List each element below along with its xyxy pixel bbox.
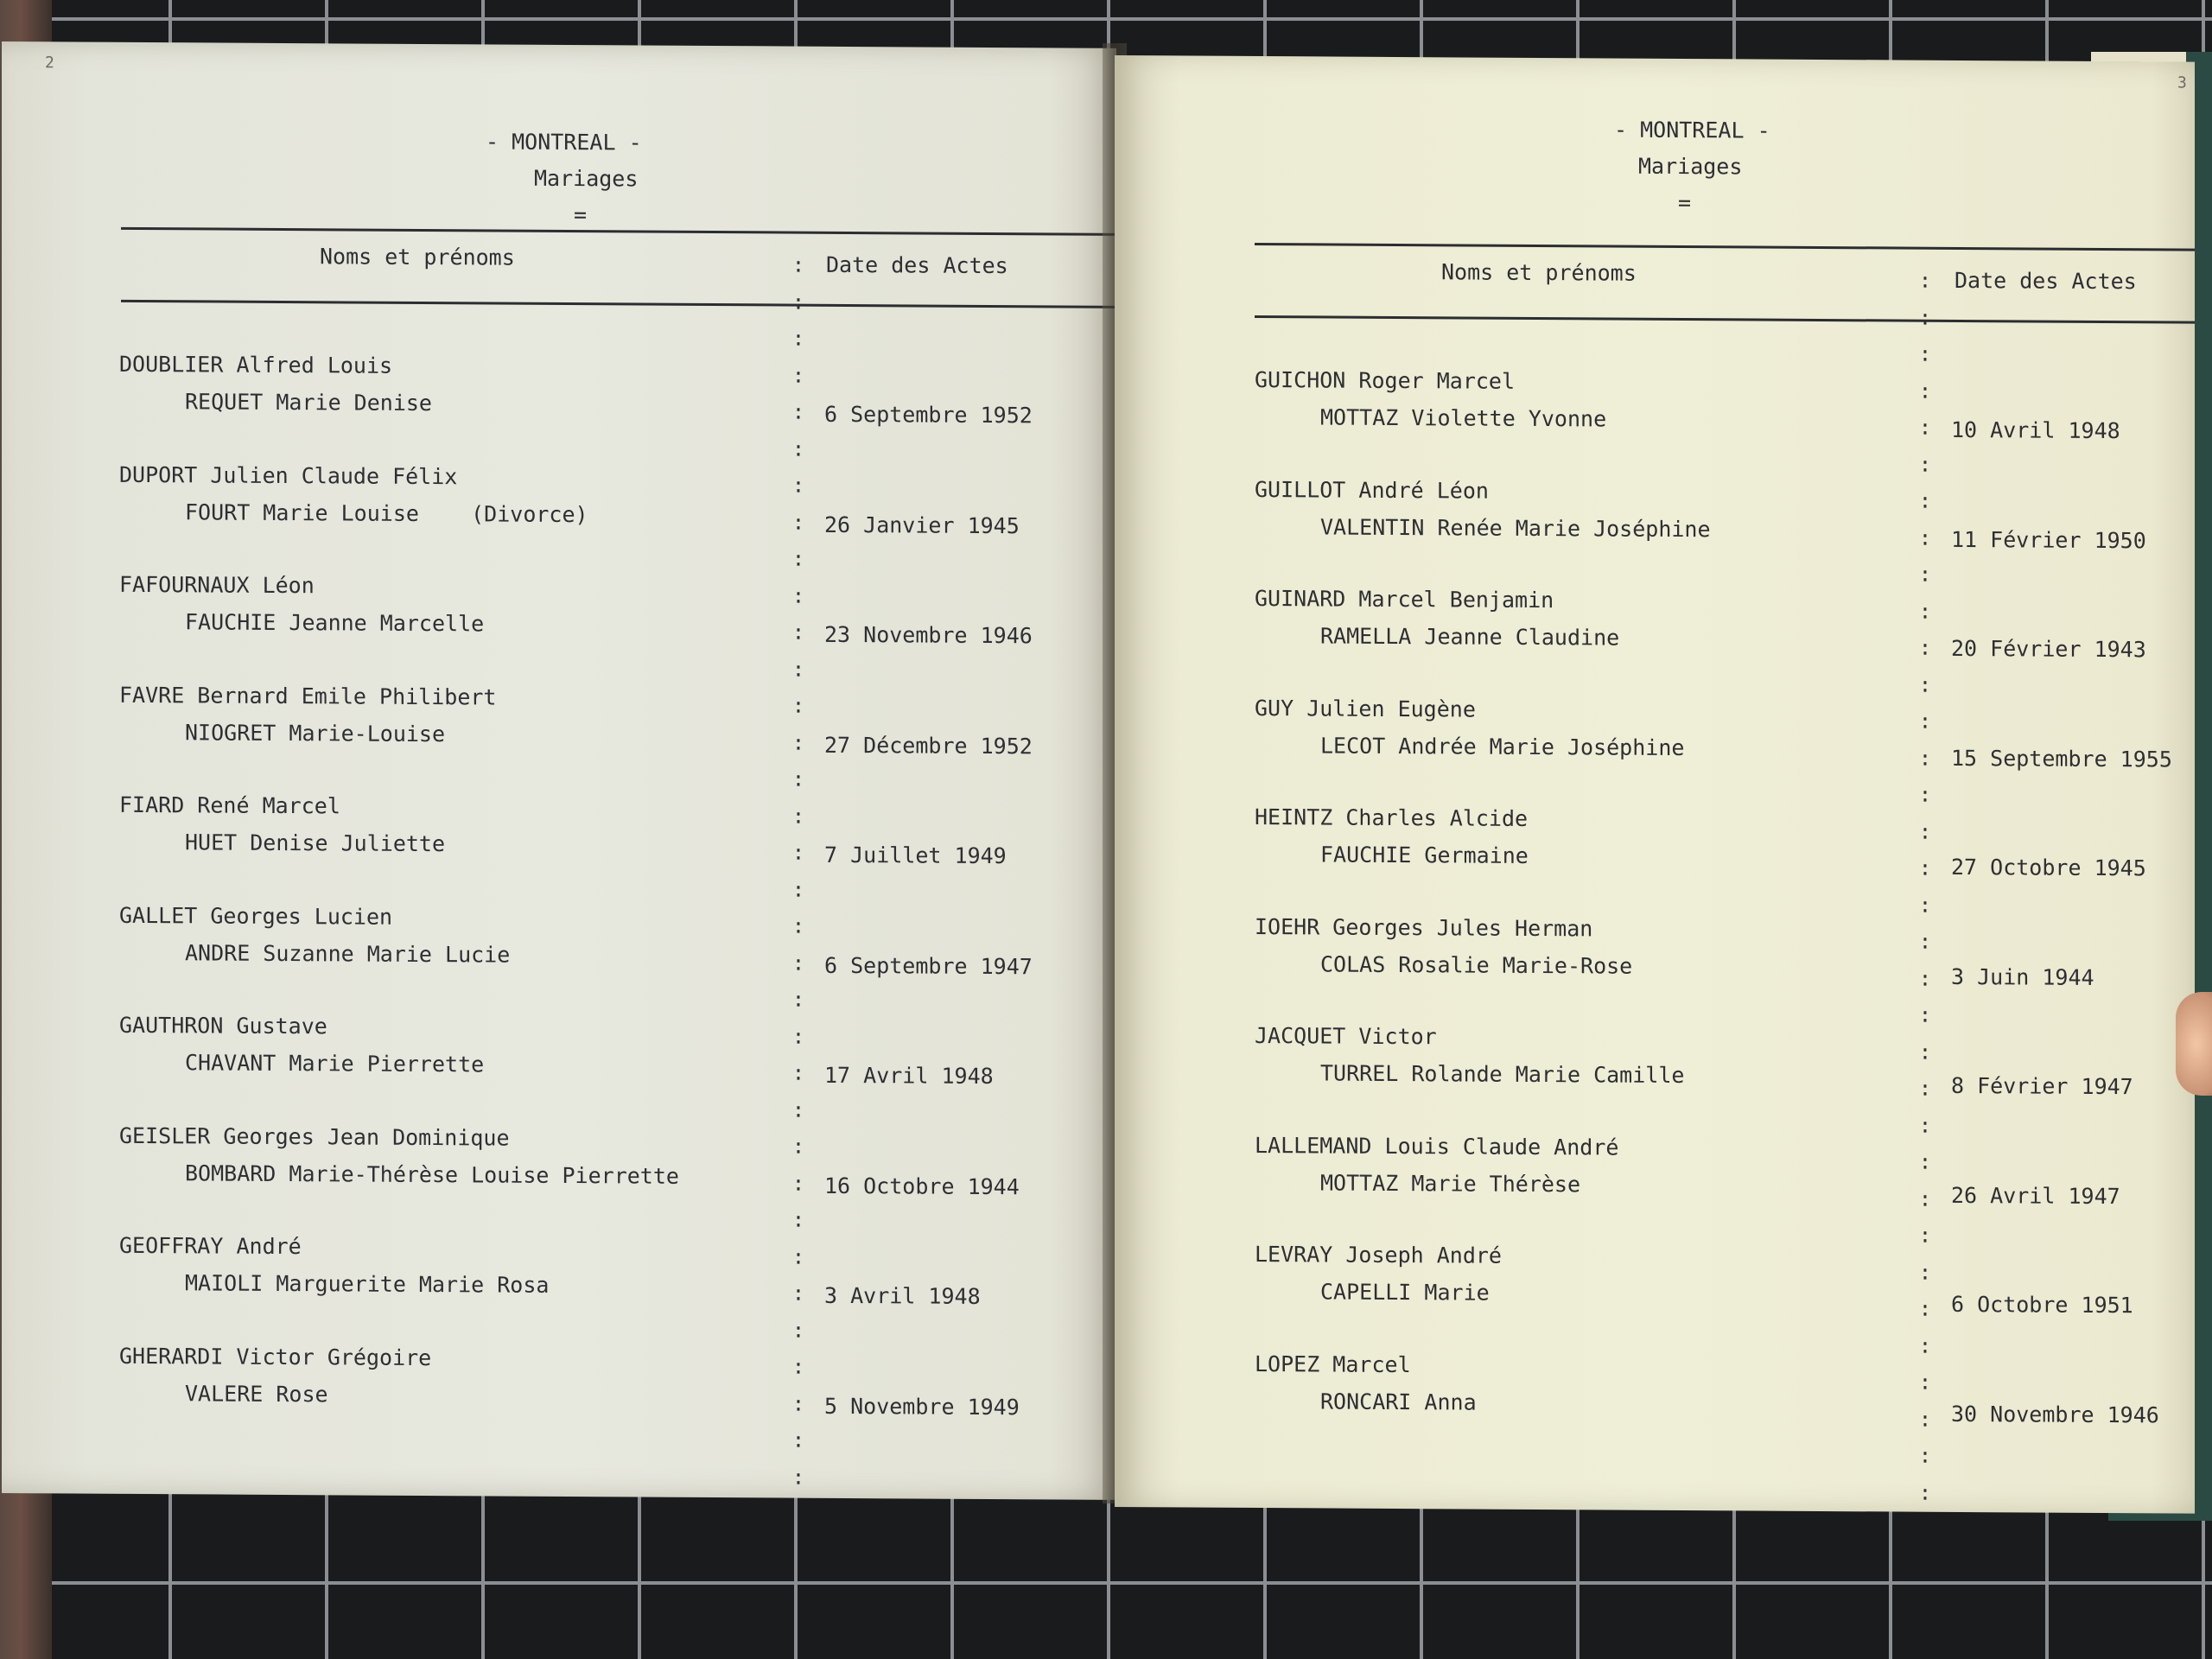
groom-name: GEISLER Georges Jean Dominique	[119, 1122, 510, 1151]
act-date: 20 Février 1943	[1951, 635, 2146, 663]
groom-name: HEINTZ Charles Alcide	[1255, 804, 1529, 831]
act-date: 6 Octobre 1951	[1951, 1291, 2133, 1319]
left-page	[2, 41, 1116, 1500]
act-date: 15 Septembre 1955	[1951, 745, 2172, 772]
groom-name: GAUTHRON Gustave	[119, 1012, 327, 1039]
groom-name: FAVRE Bernard Emile Philibert	[119, 682, 497, 709]
act-date: 27 Octobre 1945	[1951, 854, 2146, 881]
groom-name: DOUBLIER Alfred Louis	[119, 351, 393, 378]
groom-name: GUILLOT André Léon	[1255, 476, 1489, 504]
groom-name: LEVRAY Joseph André	[1255, 1241, 1502, 1268]
act-date: 10 Avril 1948	[1951, 416, 2120, 444]
bride-name: ANDRE Suzanne Marie Lucie	[185, 939, 511, 968]
act-date: 11 Février 1950	[1951, 526, 2146, 553]
groom-name: IOEHR Georges Jules Herman	[1255, 913, 1593, 941]
act-date: 26 Avril 1947	[1951, 1182, 2120, 1209]
column-header-names: Noms et prénoms	[1441, 259, 1637, 286]
bride-name: LECOT Andrée Marie Joséphine	[1320, 732, 1685, 760]
heading-separator: =	[1678, 189, 1692, 216]
column-header-dates: Date des Actes	[826, 251, 1008, 279]
bride-name: TURREL Rolande Marie Camille	[1320, 1060, 1685, 1089]
act-date: 16 Octobre 1944	[824, 1173, 1020, 1199]
bride-name: CHAVANT Marie Pierrette	[185, 1050, 485, 1077]
groom-name: GUY Julien Eugène	[1255, 695, 1476, 722]
groom-name: JACQUET Victor	[1255, 1022, 1437, 1050]
bride-name: FAUCHIE Jeanne Marcelle	[185, 609, 485, 637]
bride-name: NIOGRET Marie-Louise	[185, 719, 446, 747]
thumb	[2176, 992, 2212, 1096]
act-date: 27 Décembre 1952	[824, 732, 1033, 759]
act-date: 17 Avril 1948	[824, 1062, 994, 1090]
section-heading: Mariages	[1638, 153, 1743, 180]
act-date: 5 Novembre 1949	[824, 1393, 1020, 1420]
bride-name: RAMELLA Jeanne Claudine	[1320, 623, 1620, 651]
act-date: 3 Juin 1944	[1951, 963, 2094, 990]
groom-name: GEOFFRAY André	[119, 1232, 302, 1260]
act-date: 3 Avril 1948	[824, 1282, 981, 1309]
heading-separator: =	[574, 202, 588, 228]
act-date: 26 Janvier 1945	[824, 512, 1020, 538]
act-date: 23 Novembre 1946	[824, 621, 1033, 649]
header-top-rule	[1255, 243, 2195, 251]
groom-name: LALLEMAND Louis Claude André	[1255, 1132, 1619, 1160]
groom-name: DUPORT Julien Claude Félix	[119, 461, 458, 489]
page-number: 3	[2177, 73, 2187, 92]
section-heading: Mariages	[534, 165, 639, 192]
bride-name: BOMBARD Marie-Thérèse Louise Pierrette	[185, 1160, 679, 1189]
bride-name: HUET Denise Juliette	[185, 830, 446, 857]
header-bottom-rule	[121, 300, 1115, 308]
act-date: 8 Février 1947	[1951, 1072, 2133, 1100]
column-header-dates: Date des Actes	[1955, 267, 2137, 295]
groom-name: GUINARD Marcel Benjamin	[1255, 585, 1554, 613]
right-page	[1115, 55, 2195, 1514]
bride-name: COLAS Rosalie Marie-Rose	[1320, 950, 1633, 979]
header-bottom-rule	[1255, 315, 2195, 324]
groom-name: GUICHON Roger Marcel	[1255, 366, 1516, 394]
bride-name: MOTTAZ Marie Thérèse	[1320, 1169, 1581, 1197]
city-heading: - MONTREAL -	[1614, 117, 1770, 143]
bride-name: FOURT Marie Louise (Divorce)	[185, 499, 588, 527]
bride-name: VALERE Rose	[185, 1380, 328, 1407]
bride-name: VALENTIN Renée Marie Joséphine	[1320, 513, 1711, 542]
column-separator: : : : : : : : : : : : : : : : : : : : : : : : : : : : : : : : : : :	[1918, 268, 1932, 1505]
bride-name: MAIOLI Marguerite Marie Rosa	[185, 1270, 550, 1298]
bride-name: MOTTAZ Violette Yvonne	[1320, 404, 1607, 432]
groom-name: GALLET Georges Lucien	[119, 902, 393, 930]
city-heading: - MONTREAL -	[486, 129, 642, 156]
bride-name: FAUCHIE Germaine	[1320, 842, 1529, 868]
header-top-rule	[121, 227, 1115, 236]
groom-name: FIARD René Marcel	[119, 791, 340, 819]
act-date: 6 Septembre 1952	[824, 401, 1033, 429]
bride-name: REQUET Marie Denise	[185, 389, 432, 416]
bride-name: CAPELLI Marie	[1320, 1279, 1490, 1306]
groom-name: FAFOURNAUX Léon	[119, 571, 315, 599]
act-date: 30 Novembre 1946	[1951, 1401, 2159, 1427]
column-separator: : : : : : : : : : : : : : : : : : : : : : : : : : : : : : : : : : :	[791, 252, 805, 1490]
column-header-names: Noms et prénoms	[320, 244, 515, 270]
groom-name: LOPEZ Marcel	[1255, 1351, 1411, 1377]
page-number: 2	[45, 54, 54, 73]
act-date: 6 Septembre 1947	[824, 952, 1033, 979]
act-date: 7 Juillet 1949	[824, 842, 1007, 869]
groom-name: GHERARDI Victor Grégoire	[119, 1343, 432, 1370]
bride-name: RONCARI Anna	[1320, 1388, 1477, 1415]
